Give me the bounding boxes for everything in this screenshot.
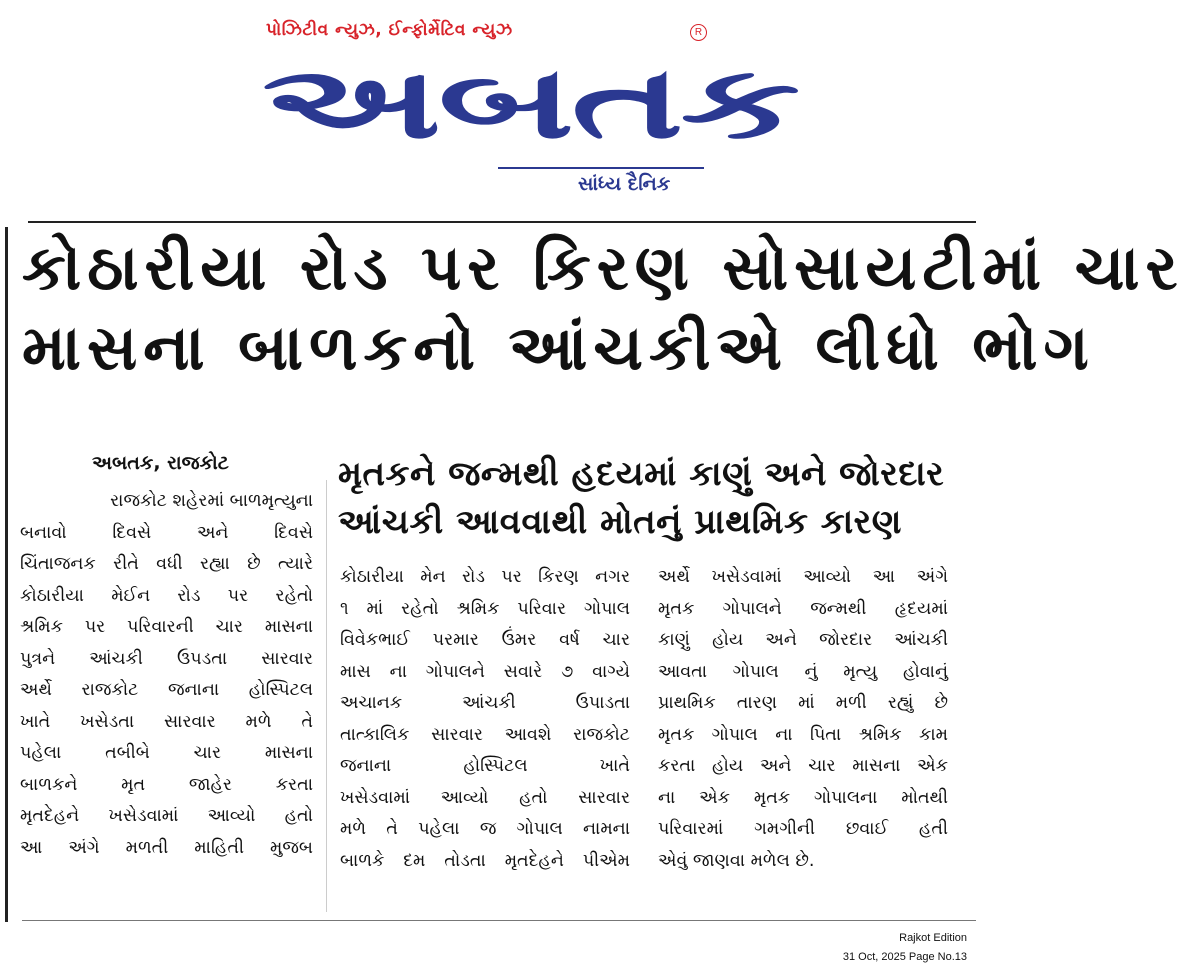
body-line: આ અંગે મળતી માહિતી મુજબ	[20, 837, 313, 858]
body-line: ચિંતાજનક રીતે વધી રહ્યા છે ત્યારે	[20, 554, 313, 574]
bottom-divider	[22, 920, 976, 921]
newspaper-logo: અબતક	[262, 44, 797, 161]
body-line: બાળકે દમ તોડતા મૃતદેહને પીએમ	[340, 850, 630, 871]
body-line: શ્રમિક પર પરિવારની ચાર માસના	[20, 617, 313, 637]
body-line: મળે તે પહેલા જ ગોપાલ નામના	[340, 819, 630, 839]
subhead-line: આંચકી આવવાથી મોતનું પ્રાથમિક કારણ	[338, 502, 902, 542]
body-line: ખાતે ખસેડતા સારવાર મળે તે	[20, 711, 313, 732]
body-line: તાત્કાલિક સારવાર આવશે રાજકોટ	[340, 724, 630, 745]
body-line: બનાવો દિવસે અને દિવસે	[20, 522, 313, 543]
article-headline	[22, 228, 1184, 388]
article-column-1	[20, 486, 313, 864]
article-subhead	[338, 450, 950, 546]
left-divider	[5, 227, 8, 922]
body-line: પુત્રને આંચકી ઉપડતા સારવાર	[20, 648, 313, 669]
body-line: અચાનક આંચકી ઉપાડતા	[340, 693, 630, 713]
subtitle-underline	[498, 167, 704, 169]
subhead-line: મૃતકને જન્મથી હદયમાં કાણું અને જોરદાર	[338, 454, 945, 494]
masthead-subtitle: સાંધ્ય દૈનિક	[578, 173, 671, 195]
edition-date-page: 31 Oct, 2025 Page No.13	[842, 951, 967, 963]
body-line: ના એક મૃતક ગોપાલના મોતથી	[658, 787, 948, 808]
article-column-3	[658, 562, 948, 877]
masthead	[0, 0, 976, 215]
body-line: આવતા ગોપાલ નું મૃત્યુ હોવાનું	[658, 661, 948, 682]
body-line: એવું જાણવા મળેલ છે.	[658, 850, 815, 871]
edition-name: Rajkot Edition	[899, 932, 967, 944]
body-line: બાળકને મૃત જાહેર કરતા	[20, 774, 313, 795]
body-line: વિવેકભાઈ પરમાર ઉંમર વર્ષ ચાર	[340, 630, 630, 650]
body-line: પહેલા તબીબે ચાર માસના	[20, 743, 313, 763]
edition-info	[843, 929, 967, 967]
masthead-tagline: પોઝિટીવ ન્યુઝ, ઈન્ફોર્મેટિવ ન્યુઝ	[266, 20, 513, 40]
column-divider	[326, 480, 327, 912]
body-line: અર્થે રાજકોટ જનાના હોસ્પિટલ	[20, 680, 313, 700]
body-line: મૃતક ગોપાલ ના પિતા શ્રમિક કામ	[658, 724, 948, 745]
body-line: મૃતક ગોપાલને જન્મથી હૃદયમાં	[658, 598, 948, 619]
body-line: રાજકોટ શહેરમાં બાળમૃત્યુના	[110, 491, 313, 511]
top-divider	[28, 221, 976, 223]
article-column-2	[340, 562, 630, 877]
body-line: કોઠારીયા મેન રોડ પર કિરણ નગર	[340, 567, 630, 587]
headline-line: કોઠારીયા રોડ પર કિરણ સોસાયટીમાં ચાર	[22, 231, 1184, 304]
body-line: મૃતદેહને ખસેડવામાં આવ્યો હતો	[20, 806, 313, 826]
body-line: અર્થે ખસેડવામાં આવ્યો આ અંગે	[658, 567, 948, 587]
body-line: માસ ના ગોપાલને સવારે ૭ વાગ્યે	[340, 661, 630, 682]
body-line: પરિવારમાં ગમગીની છવાઈ હતી	[658, 819, 948, 839]
body-line: કાણું હોય અને જોરદાર આંચકી	[658, 630, 948, 650]
article-byline: અબતક, રાજકોટ	[92, 452, 229, 474]
body-line: ખસેડવામાં આવ્યો હતો સારવાર	[340, 787, 630, 808]
body-line: ૧ માં રહેતો શ્રમિક પરિવાર ગોપાલ	[340, 598, 630, 619]
body-line: કોઠારીયા મેઈન રોડ પર રહેતો	[20, 585, 313, 606]
body-line: જનાના હોસ્પિટલ ખાતે	[340, 756, 630, 776]
registered-trademark-icon: R	[690, 24, 707, 41]
body-line: કરતા હોય અને ચાર માસના એક	[658, 756, 948, 776]
body-line: પ્રાથમિક તારણ માં મળી રહ્યું છે	[658, 693, 948, 713]
headline-line: માસના બાળકનો આંચકીએ લીધો ભોગ	[22, 311, 1095, 384]
